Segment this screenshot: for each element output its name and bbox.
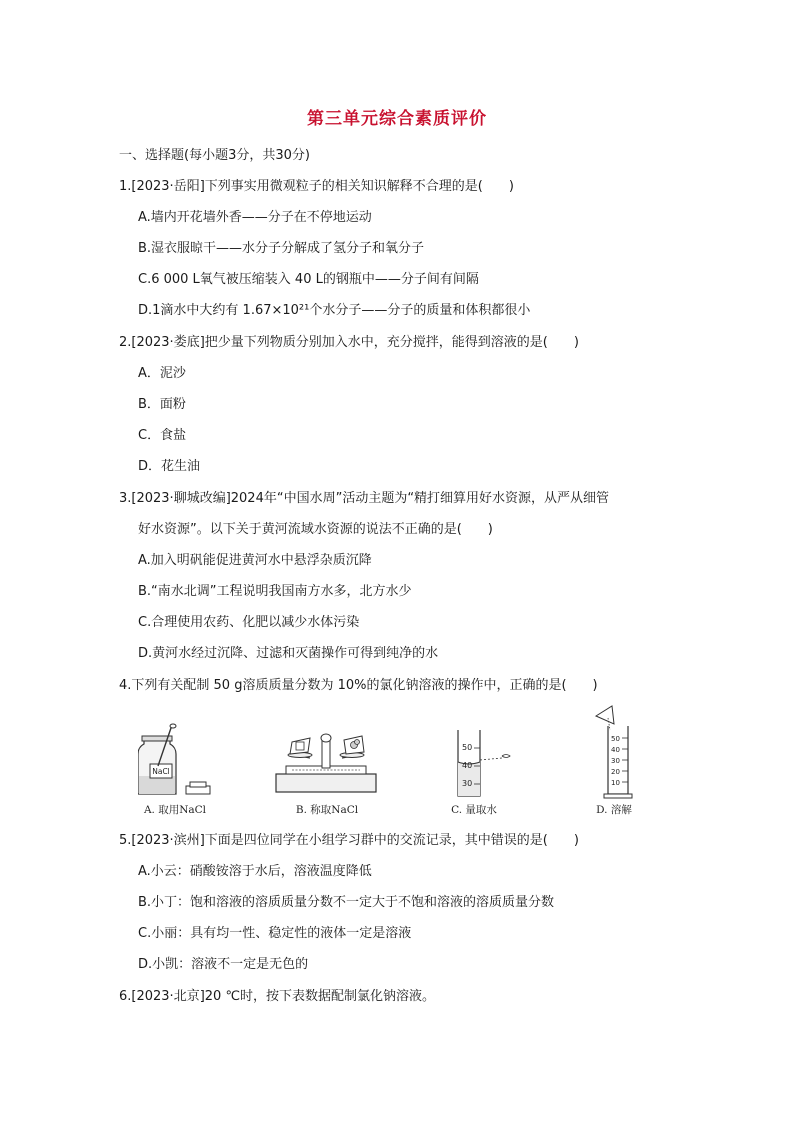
paper-with-nacl-icon	[290, 738, 310, 754]
q2-option-c: C．食盐	[138, 428, 187, 443]
q2-option-a: A．泥沙	[138, 366, 186, 381]
q2-option-b: B．面粉	[138, 397, 186, 412]
question-4-stem: 4.下列有关配制 50 g溶质质量分数为 10%的氯化钠溶液的操作中，正确的是( )	[119, 678, 598, 693]
question-2-stem: 2.[2023·娄底]把少量下列物质分别加入水中，充分搅拌，能得到溶液的是( )	[119, 335, 579, 350]
cylinder-d-mark-10: 10	[611, 779, 620, 787]
figure-b-balance-illustration	[272, 724, 382, 800]
graduated-cylinder-icon	[458, 730, 480, 796]
weight-icon	[344, 736, 364, 754]
question-6-stem: 6.[2023·北京]20 ℃时，按下表数据配制氯化钠溶液。	[119, 989, 436, 1004]
caption-a: A. 取用NaCl	[143, 804, 207, 816]
question-3-stem: 3.[2023·聊城改编]2024年“中国水周”活动主题为“精打细算用好水资源，从严从细管	[119, 491, 610, 506]
cylinder-d-mark-30: 30	[611, 757, 620, 765]
cylinder-d-mark-50: 50	[611, 735, 620, 743]
q3-option-d: D.黄河水经过沉降、过滤和灭菌操作可得到纯净的水	[138, 646, 439, 661]
section-heading: 一、选择题(每小题3分，共30分)	[119, 148, 310, 163]
funnel-paper-icon	[596, 706, 614, 730]
cylinder-c-mark-50: 50	[462, 743, 473, 752]
cylinder-d-mark-40: 40	[611, 746, 620, 754]
q3-option-b: B.“南水北调”工程说明我国南方水多，北方水少	[138, 584, 412, 599]
q5-option-c: C.小丽：具有均一性、稳定性的液体一定是溶液	[138, 926, 412, 941]
cylinder-c-mark-30: 30	[462, 779, 473, 788]
q2-option-d: D．花生油	[138, 459, 201, 474]
q1-option-a: A.墙内开花墙外香——分子在不停地运动	[138, 210, 372, 225]
figure-a-jar-illustration	[138, 722, 218, 800]
jar-label: NaCl	[152, 767, 170, 776]
cylinder-d-mark-20: 20	[611, 768, 620, 776]
page-title: 第三单元综合素质评价	[307, 109, 487, 129]
question-5-stem: 5.[2023·滨州]下面是四位同学在小组学习群中的交流记录，其中错误的是( )	[119, 833, 579, 848]
q3-option-a: A.加入明矾能促进黄河水中悬浮杂质沉降	[138, 553, 372, 568]
graduated-cylinder-icon	[604, 726, 632, 798]
cylinder-c-mark-40: 40	[462, 761, 473, 770]
q1-option-d: D.1滴水中大约有 1.67×10²¹个水分子——分子的质量和体积都很小	[138, 303, 531, 318]
caption-b: B. 称取NaCl	[295, 804, 359, 816]
caption-d: D. 溶解	[596, 804, 632, 816]
q5-option-d: D.小凯：溶液不一定是无色的	[138, 957, 309, 972]
eye-sightline-icon	[480, 755, 510, 761]
q5-option-a: A.小云：硝酸铵溶于水后，溶液温度降低	[138, 864, 372, 879]
stopper-icon	[186, 782, 210, 794]
q1-option-c: C.6 000 L氧气被压缩装入 40 L的钢瓶中——分子间有间隔	[138, 272, 479, 287]
figure-d-cylinder-illustration	[590, 704, 640, 800]
q1-option-b: B.湿衣服晾干——水分子分解成了氢分子和氧分子	[138, 241, 425, 256]
q3-option-c: C.合理使用农药、化肥以减少水体污染	[138, 615, 360, 630]
caption-c: C. 量取水	[451, 804, 497, 816]
q5-option-b: B.小丁：饱和溶液的溶质质量分数不一定大于不饱和溶液的溶质质量分数	[138, 895, 555, 910]
question-1-stem: 1.[2023·岳阳]下列事实用微观粒子的相关知识解释不合理的是( )	[119, 179, 514, 194]
figure-c-cylinder-illustration	[448, 728, 518, 800]
question-3-stem-cont: 好水资源”。以下关于黄河流域水资源的说法不正确的是( )	[138, 522, 493, 537]
reagent-jar-icon	[138, 736, 176, 794]
